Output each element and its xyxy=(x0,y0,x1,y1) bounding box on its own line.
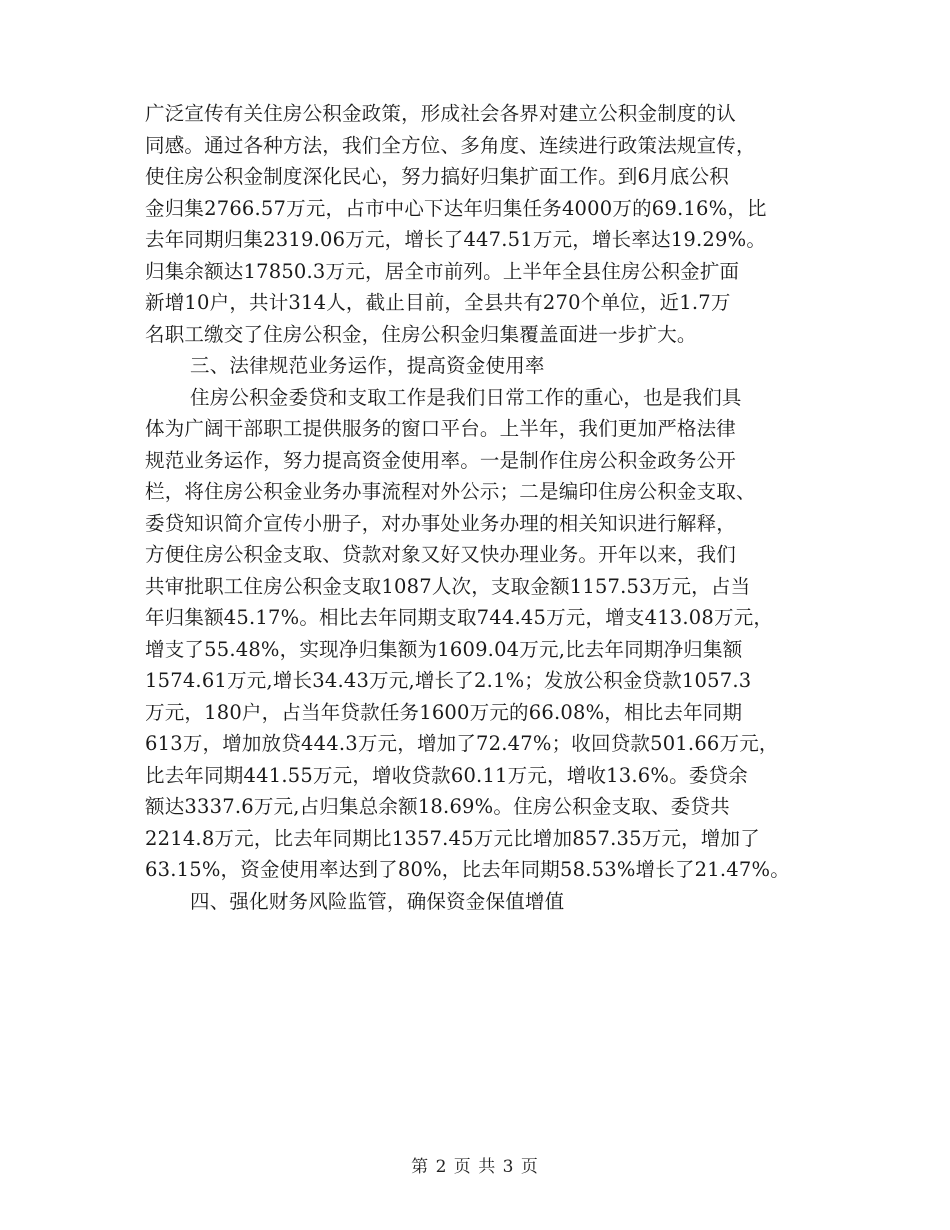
paragraph-line: 比去年同期441.55万元，增收贷款60.11万元，增收13.6%。委贷余 xyxy=(145,763,748,787)
paragraph-line: 方便住房公积金支取、贷款对象又好又快办理业务。开年以来，我们 xyxy=(145,543,737,566)
paragraph-line: 增支了55.48%，实现净归集额为1609.04万元,比去年同期净归集额 xyxy=(145,637,743,661)
document-body xyxy=(145,98,810,917)
paragraph-line: 同感。通过各种方法，我们全方位、多角度、连续进行政策法规宣传， xyxy=(145,133,756,157)
section-heading: 四、强化财务风险监管，确保资金保值增值 xyxy=(190,889,565,913)
paragraph-line: 去年同期归集2319.06万元，增长了447.51万元，增长率达19.29%。 xyxy=(145,228,767,251)
paragraph-line: 体为广阔干部职工提供服务的窗口平台。上半年，我们更加严格法律 xyxy=(145,417,737,440)
paragraph-line: 年归集额45.17%。相比去年同期支取744.45万元，增支413.08万元， xyxy=(145,606,774,629)
paragraph-line: 金归集2766.57万元，占市中心下达年归集任务4000万的69.16%，比 xyxy=(145,196,767,220)
paragraph-line: 额达3337.6万元,占归集总余额18.69%。住房公积金支取、委贷共 xyxy=(145,795,730,818)
paragraph-line: 63.15%，资金使用率达到了80%，比去年同期58.53%增长了21.47%。 xyxy=(145,858,790,881)
paragraph-line: 1574.61万元,增长34.43万元,增长了2.1%；发放公积金贷款1057.3 xyxy=(145,669,752,692)
paragraph-line: 广泛宣传有关住房公积金政策，形成社会各界对建立公积金制度的认 xyxy=(145,102,737,125)
paragraph-line: 名职工缴交了住房公积金，住房公积金归集覆盖面进一步扩大。 xyxy=(145,322,697,346)
page-number-footer: 第 2 页 共 3 页 xyxy=(411,1157,539,1177)
paragraph-line: 2214.8万元，比去年同期比1357.45万元比增加857.35万元，增加了 xyxy=(145,826,760,850)
paragraph-line: 共审批职工住房公积金支取1087人次，支取金额1157.53万元，占当 xyxy=(145,574,751,598)
paragraph-line: 规范业务运作，努力提高资金使用率。一是制作住房公积金政务公开 xyxy=(145,448,737,472)
paragraph-line: 613万，增加放贷444.3万元，增加了72.47%；收回贷款501.66万元， xyxy=(145,732,779,755)
paragraph-line: 归集余额达17850.3万元，居全市前列。上半年全县住房公积金扩面 xyxy=(145,259,740,283)
paragraph-line: 使住房公积金制度深化民心，努力搞好归集扩面工作。到6月底公积 xyxy=(145,165,729,188)
section-heading: 三、法律规范业务运作，提高资金使用率 xyxy=(190,354,545,377)
paragraph-line: 新增10户，共计314人，截止目前，全县共有270个单位，近1.7万 xyxy=(145,291,731,314)
paragraph-line: 万元，180户，占当年贷款任务1600万元的66.08%，相比去年同期 xyxy=(145,700,743,724)
paragraph-line: 栏，将住房公积金业务办事流程对外公示；二是编印住房公积金支取、 xyxy=(145,480,756,503)
paragraph-line: 住房公积金委贷和支取工作是我们日常工作的重心，也是我们具 xyxy=(190,385,742,409)
paragraph-line: 委贷知识简介宣传小册子，对办事处业务办理的相关知识进行解释， xyxy=(145,511,737,535)
